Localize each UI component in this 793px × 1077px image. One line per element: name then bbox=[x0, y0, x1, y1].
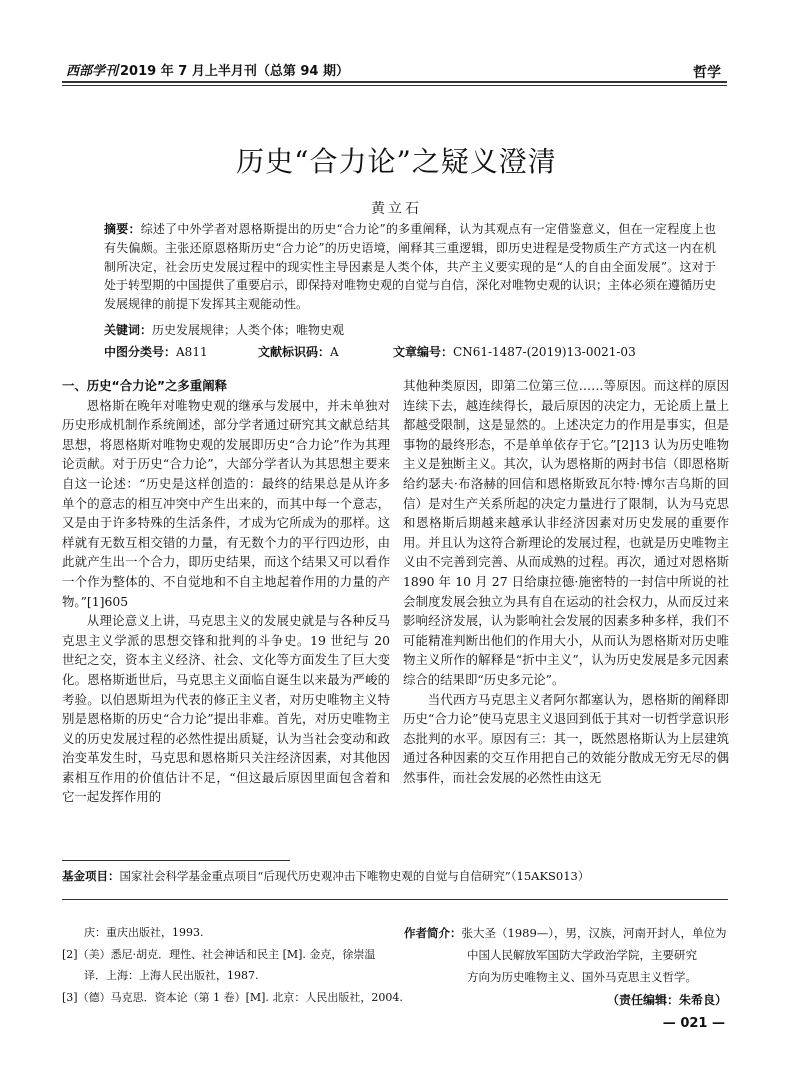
header-rule bbox=[62, 81, 727, 83]
reference-item: 译．上海：上海人民出版社，1987. bbox=[84, 969, 259, 982]
bio-label: 作者简介： bbox=[404, 926, 462, 940]
section-heading: 一、历史“合力论”之多重阐释 bbox=[62, 378, 227, 393]
clc-value: A811 bbox=[176, 345, 208, 359]
paragraph: 恩格斯在晚年对唯物史观的继承与发展中，并未单独对历史形成机制作系统阐述，部分学者通过研究其文献总结其思想，将恩格斯对唯物史观的发展即历史“合力论”作为其理论贡献。对于历史“合力论”，大部分学者认为其思想主要来自这一论述：“历史是这样创造的：最终的结果总是从许多单个的意志的相互冲突中产生出来的，而其中每一个意志，又是由于许多特殊的生活条件，才成为它所成为的那样。这样就有无数互相交错的力量，有无数个力的平行四边形，由此就产生出一个合力，即历史结果，而这个结果又可以看作一个作为整体的、不自觉地和不自主地起着作用的力量的产物。”[1]605 bbox=[62, 397, 390, 609]
bio-line: 中国人民解放军国防大学政治学院，主要研究 bbox=[467, 948, 697, 962]
footnote-rule bbox=[62, 860, 290, 861]
keywords-text: 历史发展规律；人类个体；唯物史观 bbox=[152, 323, 345, 337]
doc-code-label: 文献标识码： bbox=[258, 345, 331, 359]
running-header bbox=[66, 60, 349, 79]
article-number-label: 文章编号： bbox=[393, 345, 454, 359]
section-label: 哲学 bbox=[693, 65, 721, 81]
journal-logo: 西部学刊 bbox=[66, 64, 119, 79]
keywords bbox=[104, 321, 344, 338]
doc-code-value: A bbox=[330, 345, 339, 359]
clc-label: 中图分类号： bbox=[104, 345, 177, 359]
issue-info: 2019 年 7 月上半月刊（总第 94 期） bbox=[120, 64, 349, 79]
paragraph: 从理论意义上讲，马克思主义的发展史就是与各种反马克思主义学派的思想交锋和批判的斗争史。19 世纪与 20 世纪之交，资本主义经济、社会、文化等方面发生了巨大变化。恩格斯逝世后，马克思主义面临自诞生以来最为严峻的考验。以伯恩斯坦为代表的修正主义者，对历史唯物主义特别是恩格斯的历史“合力论”提出非难。首先，对历史唯物主义的历史发展过程的必然性提出质疑，认为当社会变动和政治变革发生时，马克思和恩格斯只关注经济因素，对其他因素相互作用的价值估计不足，“但这最后原因里面包含着和它一起发挥作用的 bbox=[62, 613, 390, 805]
divider bbox=[62, 899, 728, 900]
fund-note bbox=[62, 868, 589, 884]
keywords-label: 关键词： bbox=[104, 323, 153, 337]
reference-list bbox=[62, 922, 403, 1008]
fund-text: 国家社会科学基金重点项目“后现代历史观冲击下唯物史观的自觉与自信研究”（15AKS013） bbox=[119, 869, 590, 883]
paragraph: 当代西方马克思主义者阿尔都塞认为，恩格斯的阐释即历史“合力论”使马克思主义退回到低于其对一切哲学意识形态批判的水平。原因有三：其一，既然恩格斯认为上层建筑通过各种因素的交互作用把自己的效能分散成无穷无尽的偶然事件，而社会发展的必然性由这无 bbox=[403, 691, 729, 785]
article-number bbox=[393, 343, 636, 360]
article-author: 黄立石 bbox=[371, 201, 422, 217]
abstract-text: 综述了中外学者对恩格斯提出的历史“合力论”的多重阐释，认为其观点有一定借鉴意义，但在一定程度上也有失偏颇。主张还原恩格斯历史“合力论”的历史语境，阐释其三重逻辑，即历史进程是受物质生产方式这一内在机制所决定，社会历史发展过程中的现实性主导因素是人类个体，共产主义要实现的是“人的自由全面发展”。这对于处于转型期的中国提供了重要启示，即保持对唯物史观的自觉与自信，深化对唯物史观的认识；主体必须在遵循历史发展规律的前提下发挥其主观能动性。 bbox=[104, 222, 717, 312]
reference-item: 庆：重庆出版社，1993. bbox=[84, 926, 204, 939]
article-title: 历史“合力论”之疑义澄清 bbox=[236, 145, 557, 178]
doc-code bbox=[258, 343, 339, 360]
article-number-value: CN61-1487-(2019)13-0021-03 bbox=[453, 345, 636, 359]
responsible-editor: （责任编辑：朱希良） bbox=[606, 993, 727, 1007]
paragraph: 其他种类原因，即第二位第三位……等原因。而这样的原因连续下去，越连续得长，最后原因的决定力，无论质上量上都越受限制，这是显然的。上述决定力的作用是事实，但是事物的最终形态，不是单单依存于它。”[2]13 认为历史唯物主义是独断主义。其次，认为恩格斯的两封书信（即恩格斯给约瑟夫·布洛赫的回信和恩格斯致瓦尔特·博尔吉乌斯的回信）是对生产关系所起的决定力量进行了限制，认为马克思和恩格斯后期越来越承认非经济因素对历史发展的重要作用。并且认为这符合新理论的发展过程，也就是历史唯物主义由不完善到完善、从而成熟的过程。再次，通过对恩格斯 1890 年 10 月 27 日给康拉德·施密特的一封信中所说的社会制度发展会独立为具有自在运动的社会权力，从而反过来影响经济发展，认为影响社会发展的因素多种多样，我们不可能精准判断出他们的作用大小，从而认为恩格斯对历史唯物主义所作的解释是“折中主义”，认为历史发展是多元因素综合的结果即“历史多元论”。 bbox=[403, 378, 729, 687]
page-number: — 021 — bbox=[662, 1016, 725, 1031]
header-rule-thin bbox=[62, 85, 727, 86]
bio-line bbox=[404, 922, 730, 944]
body-column-right bbox=[403, 376, 729, 787]
fund-label: 基金项目： bbox=[62, 869, 120, 883]
clc-number bbox=[104, 343, 208, 360]
abstract-label: 摘要： bbox=[104, 222, 141, 236]
author-bio bbox=[404, 922, 730, 988]
reference-item: [3]（德）马克思．资本论（第 1 卷）[M]. 北京：人民出版社，2004. bbox=[62, 990, 403, 1004]
bio-line: 方向为历史唯物主义、国外马克思主义哲学。 bbox=[467, 970, 697, 984]
reference-item: [2]（美）悉尼·胡克．理性、社会神话和民主 [M]. 金克，徐崇温 bbox=[62, 947, 376, 961]
abstract bbox=[104, 220, 716, 314]
bio-text: 张大圣（1989—），男，汉族，河南开封人，单位为 bbox=[461, 926, 727, 940]
body-column-left bbox=[62, 376, 390, 807]
